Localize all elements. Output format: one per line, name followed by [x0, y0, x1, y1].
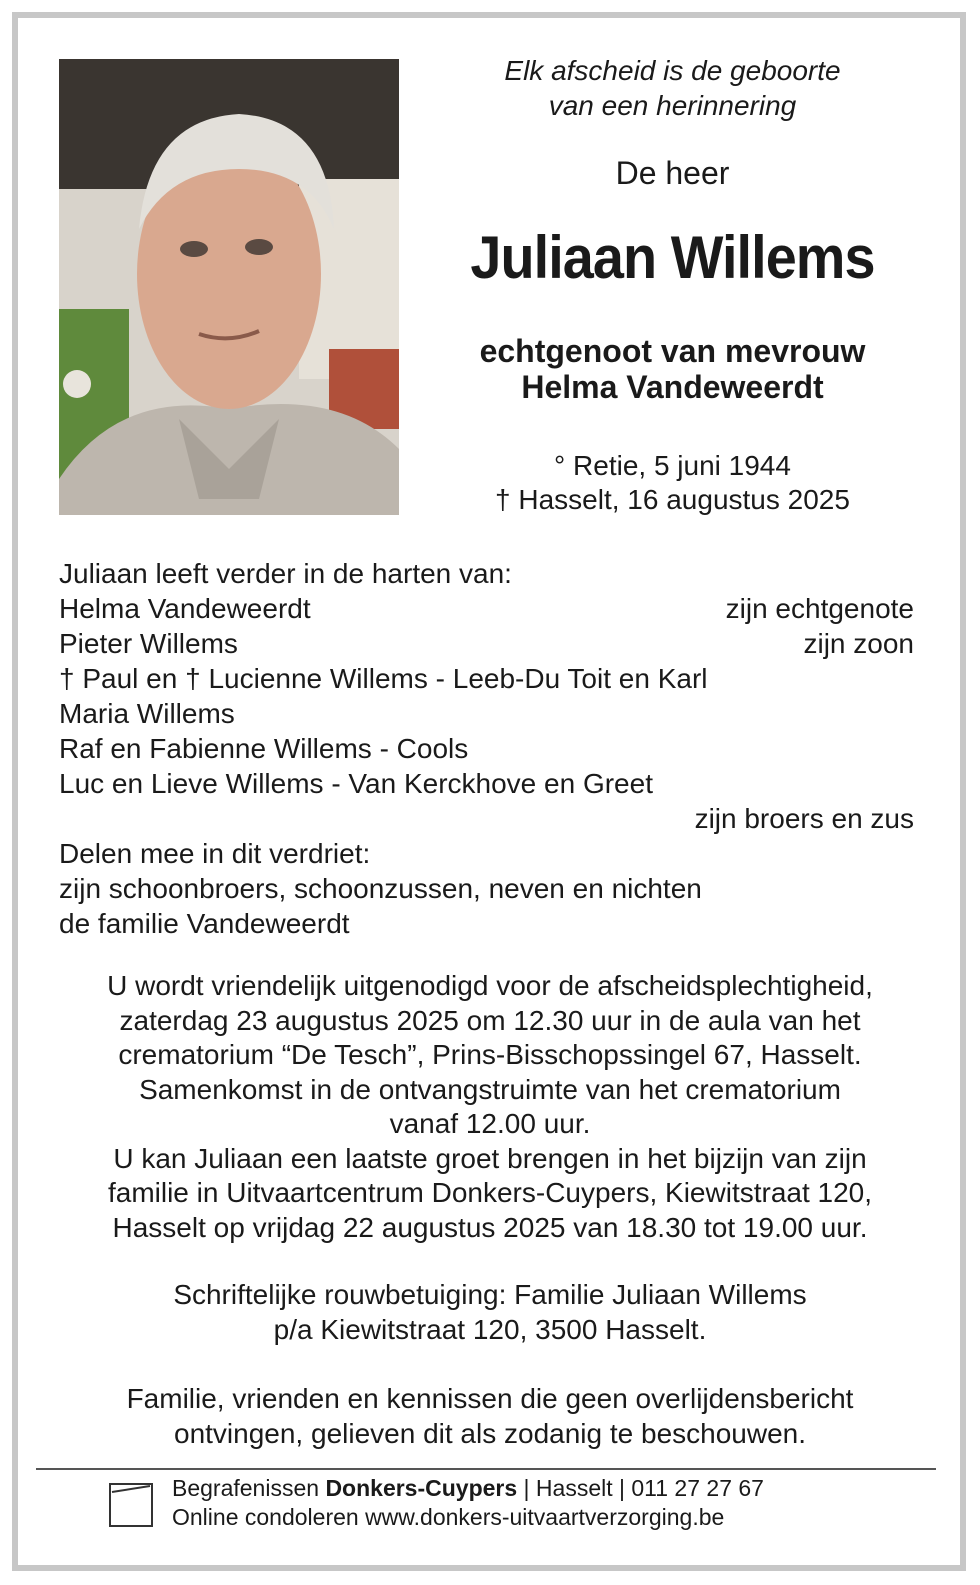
- invitation-line: vanaf 12.00 uur.: [389, 1108, 591, 1139]
- spouse-info: [420, 333, 925, 405]
- spouse-line: echtgenoot van mevrouw: [479, 333, 866, 369]
- family-row: [59, 766, 914, 801]
- family-relation: zijn zoon: [803, 628, 914, 659]
- family-names: Luc en Lieve Willems - Van Kerckhove en Greet: [59, 768, 653, 799]
- invitation-line: familie in Uitvaartcentrum Donkers-Cuypers, Kiewitstraat 120,: [107, 1177, 873, 1208]
- footer-prefix: Begrafenissen: [172, 1475, 326, 1501]
- ceremony-invitation: [40, 969, 940, 1245]
- invitation-line: zaterdag 23 augustus 2025 om 12.30 uur in de aula van het: [119, 1004, 861, 1036]
- notice-line: ontvingen, gelieven dit als zodanig te beschouwen.: [174, 1417, 806, 1449]
- honorific: De heer: [615, 155, 730, 191]
- family-names: Raf en Fabienne Willems - Cools: [59, 733, 469, 764]
- online-condolence-link[interactable]: Online condoleren www.donkers-uitvaartverzorging.be: [172, 1504, 725, 1530]
- condolence-line: p/a Kiewitstraat 120, 3500 Hasselt.: [273, 1313, 707, 1345]
- family-row: [59, 871, 914, 906]
- family-names: Helma Vandeweerdt: [59, 593, 311, 624]
- portrait-photo: [59, 59, 399, 515]
- footer-divider: [36, 1468, 936, 1470]
- family-names: † Paul en † Lucienne Willems - Leeb-Du Toit en Karl: [59, 663, 708, 694]
- life-dates: [420, 449, 925, 517]
- invitation-line: Samenkomst in de ontvangstruimte van het crematorium: [139, 1073, 841, 1105]
- family-row: [59, 661, 914, 696]
- footer-contact: | Hasselt | 011 27 27 67: [517, 1475, 764, 1501]
- family-row: [59, 731, 914, 766]
- family-list: [59, 556, 914, 941]
- quote-line: Elk afscheid is de geboorte: [504, 55, 841, 86]
- notice-line: Familie, vrienden en kennissen die geen overlijdensbericht: [126, 1383, 854, 1414]
- birth-date: ° Retie, 5 juni 1944: [554, 450, 791, 481]
- family-names: Pieter Willems: [59, 628, 238, 659]
- family-relation: zijn broers en zus: [694, 803, 914, 834]
- company-name: Donkers-Cuypers: [325, 1475, 518, 1501]
- funeral-home-line: [172, 1474, 764, 1503]
- invitation-line: Hasselt op vrijdag 22 augustus 2025 van 18.30 tot 19.00 uur.: [112, 1211, 868, 1243]
- family-row: [59, 906, 914, 941]
- quote-line: van een herinnering: [548, 90, 797, 121]
- family-names: Delen mee in dit verdriet:: [59, 838, 371, 869]
- funeral-home-logo: [108, 1482, 154, 1528]
- family-row: [59, 591, 914, 626]
- condolence-address: [40, 1278, 940, 1347]
- family-names: zijn schoonbroers, schoonzussen, neven en nichten: [59, 873, 702, 904]
- notice-text: [40, 1382, 940, 1451]
- deceased-name: Juliaan Willems: [470, 224, 875, 291]
- family-names: de familie Vandeweerdt: [59, 908, 350, 939]
- invitation-line: crematorium “De Tesch”, Prins-Bisschopssingel 67, Hasselt.: [118, 1039, 862, 1070]
- family-row: [59, 556, 914, 591]
- funeral-home-info: [172, 1474, 764, 1532]
- memorial-quote: [420, 53, 925, 123]
- family-row: [59, 626, 914, 661]
- spouse-line: Helma Vandeweerdt: [521, 369, 824, 405]
- family-row: [59, 696, 914, 731]
- condolence-line: Schriftelijke rouwbetuiging: Familie Juliaan Willems: [173, 1279, 807, 1310]
- family-names: Juliaan leeft verder in de harten van:: [59, 558, 512, 589]
- family-row: [59, 801, 914, 836]
- family-relation: zijn echtgenote: [725, 593, 914, 624]
- family-names: Maria Willems: [59, 698, 235, 729]
- invitation-line: U wordt vriendelijk uitgenodigd voor de afscheidsplechtigheid,: [107, 970, 873, 1001]
- death-date: † Hasselt, 16 augustus 2025: [495, 484, 850, 515]
- invitation-line: U kan Juliaan een laatste groet brengen in het bijzijn van zijn: [113, 1142, 867, 1174]
- family-row: [59, 836, 914, 871]
